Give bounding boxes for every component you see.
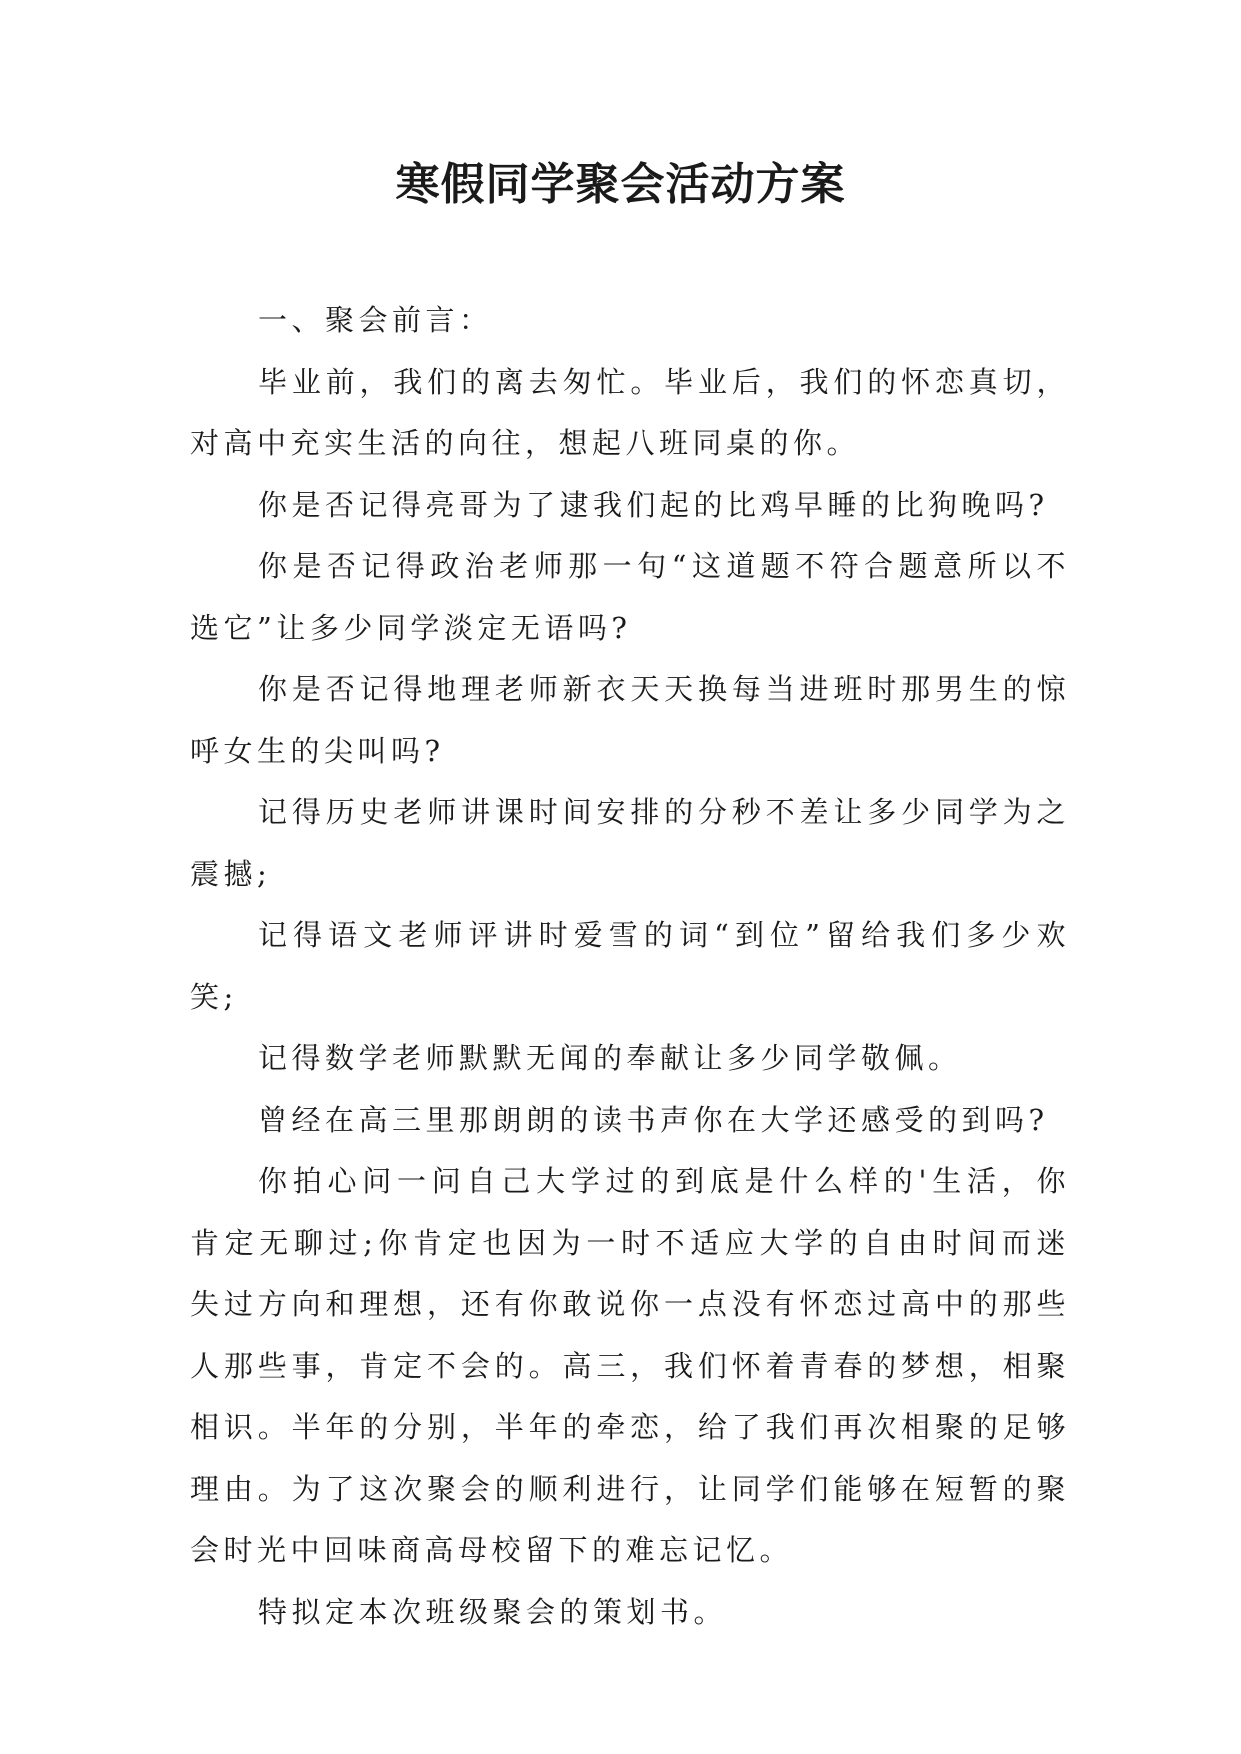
paragraph: 曾经在高三里那朗朗的读书声你在大学还感受的到吗? <box>258 1102 1049 1137</box>
paragraph: 毕业前，我们的离去匆忙。毕业后，我们的怀恋真切，对高中充实生活的向往，想起八班同桌的你。 <box>190 364 1070 460</box>
paragraph: 你是否记得亮哥为了逮我们起的比鸡早睡的比狗晚吗? <box>258 487 1049 522</box>
paragraph: 你是否记得政治老师那一句“这道题不符合题意所以不选它”让多少同学淡定无语吗? <box>190 549 1070 645</box>
paragraph: 你拍心问一问自己大学过的到底是什么样的'生活，你肯定无聊过;你肯定也因为一时不适应大学的自由时间而迷失过方向和理想，还有你敢说你一点没有怀恋过高中的那些人那些事，肯定不会的。高三，我们怀着青春的梦想，相聚相识。半年的分别，半年的牵恋，给了我们再次相聚的足够理由。为了这次聚会的顺利进行，让同学们能够在短暂的聚会时光中回味商高母校留下的难忘记忆。 <box>190 1164 1070 1567</box>
paragraph: 记得数学老师默默无闻的奉献让多少同学敬佩。 <box>258 1041 962 1075</box>
paragraph: 特拟定本次班级聚会的策划书。 <box>258 1594 728 1629</box>
paragraph: 一、聚会前言： <box>258 303 493 337</box>
paragraph: 你是否记得地理老师新衣天天换每当进班时那男生的惊呼女生的尖叫吗? <box>190 672 1070 768</box>
paragraph: 记得语文老师评讲时爱雪的词“到位”留给我们多少欢笑; <box>190 918 1070 1014</box>
document-title: 寒假同学聚会活动方案 <box>395 159 846 210</box>
paragraph: 记得历史老师讲课时间安排的分秒不差让多少同学为之震撼; <box>190 795 1070 891</box>
document-body <box>190 290 1070 1643</box>
